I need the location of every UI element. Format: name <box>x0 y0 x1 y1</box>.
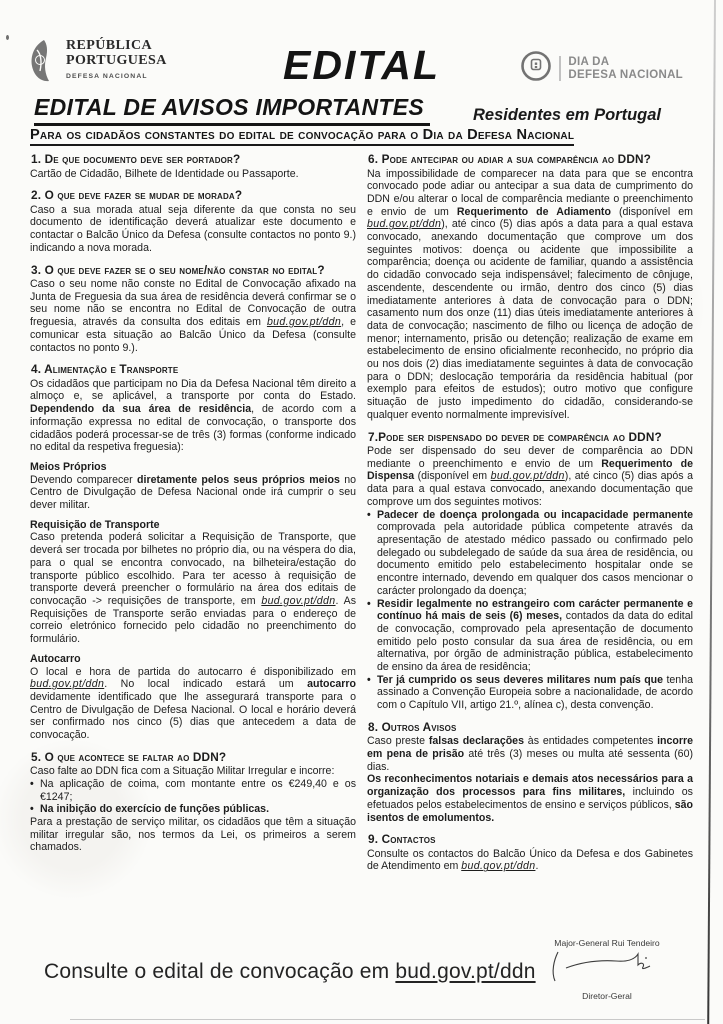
section-heading: 1. De que documento deve ser portador? <box>31 152 241 166</box>
bullet-text <box>377 598 693 674</box>
subsection-heading: Autocarro <box>30 652 81 665</box>
text-run: Consulte os contactos do Balcão Único da Defesa e dos Gabinetes de Atendimento em <box>367 847 693 873</box>
text-run: ), até cinco (5) dias após a data para a qual estava convocado, anexando documentação que comprove um dos seguintes motivos: doença ou acidente que impossibilite a comparência; doença ou acidente de familiar, quando a assistência do cidadão convocado seja indispensável; falecimento de cônjuge, ascendente, descendente ou irmão, dentro dos cinco (5) dias imediatamente anteriores à data de convocação para o DDN; casamento num dos onze (11) dias úteis imediatamente anteriores à data de convocação; nascimento de filho ou licença de adoção de menor; internamento, prisão ou detenção; realização de exame em estabelecimento de ensino oficialmente reconhecido, no próprio dia ou nos dois (2) dias imediatamente seguintes à data de convocação para o DDN; deslocação temporária da residência habitual (por exemplo para efeitos de estudos); outro motivo que configure situação de justo impedimento do cidadão, considerando-se qualquer evento normalmente imprevisível. <box>367 218 693 421</box>
text-run: Requerimento de Adiamento <box>456 205 611 218</box>
signature-block <box>517 938 697 1001</box>
text-run: incorre em pena de prisão <box>367 735 694 761</box>
text-run: Na aplicação de coima, com montante entre os €249,40 e os €1247; <box>40 777 356 803</box>
logo-subline: DEFESA NACIONAL <box>66 73 148 80</box>
bullet-item <box>367 598 693 674</box>
bullet-icon: • <box>30 777 34 790</box>
paragraph <box>30 816 356 854</box>
text-run: Dependendo da sua área de residência <box>30 403 252 416</box>
text-run: Na impossibilidade de comparecer na data para que se encontra convocado pode adiar ou antecipar a sua data de cumprimento do DDN e/ou alterar o local de comparência mediante o preenchimento e envio de um <box>367 167 693 218</box>
text-run: Os reconhecimentos notariais e demais atos necessários para a organização dos processos para fins militares, <box>367 773 693 799</box>
subsection-heading: Meios Próprios <box>30 460 107 473</box>
text-run: Caso falte ao DDN fica com a Situação Militar Irregular e incorre: <box>30 765 335 778</box>
bullet-icon: • <box>367 597 371 610</box>
section-heading: 3. O que deve fazer se o seu nome/não constar no edital? <box>31 262 325 277</box>
section-heading: 8. Outros Avisos <box>368 719 457 734</box>
paragraph <box>30 474 356 512</box>
section <box>30 751 356 854</box>
page-subtitle: Para os cidadãos constantes do edital de convocação para o Dia da Defesa Nacional <box>30 127 574 146</box>
section <box>30 264 356 355</box>
paragraph <box>30 378 356 454</box>
section-heading: 7.Pode ser dispensado do dever de comparência ao DDN? <box>368 429 662 444</box>
text-run: Caso a sua morada atual seja diferente da que consta no seu documento de identificação deverá atualizar este documento e contactar o Balcão Único da Defesa (consulte contactos no ponto 9.) indicando a nova morada. <box>30 203 356 254</box>
paragraph <box>30 204 356 255</box>
bullet-item <box>30 803 356 816</box>
text-run: diretamente pelos seus próprios meios <box>137 473 340 486</box>
text-run: até três (3) meses ou multa até sessenta (60) dias. <box>367 748 693 773</box>
bullet-icon: • <box>30 803 34 816</box>
text-run: ), até cinco (5) dias após a data para a qual estava convocado, anexando documentação que comprove um dos seguintes motivos: <box>367 470 693 508</box>
section-heading: 5. O que acontece se faltar ao DDN? <box>31 749 227 764</box>
section <box>30 189 356 254</box>
residentes-label: Residentes em Portugal <box>473 106 661 124</box>
footer-url: bud.gov.pt/ddn <box>395 960 536 983</box>
scan-speck <box>6 35 9 40</box>
url-text: bud.gov.pt/ddn <box>266 316 342 329</box>
text-run: Requerimento de Dispensa <box>367 457 694 483</box>
republica-portuguesa-logo <box>28 38 167 89</box>
section <box>30 363 356 741</box>
scan-edge <box>70 1019 705 1020</box>
section <box>367 833 693 873</box>
signature-icon <box>542 973 672 990</box>
paragraph <box>30 531 356 645</box>
ddn-emblem-icon <box>520 50 552 87</box>
footer-notice <box>44 960 536 984</box>
document-body <box>30 153 694 882</box>
bullet-text <box>377 509 693 598</box>
footer-text: Consulte o edital de convocação em <box>44 960 396 983</box>
text-run: , e comunicar esta situação ao Balcão Único da Defesa (consulte contactos no ponto 9.). <box>30 316 356 354</box>
paragraph <box>367 445 693 509</box>
text-run: às entidades competentes <box>523 735 658 748</box>
text-run: Caso pretenda poderá solicitar a Requisição de Transporte, que deverá ser trocada por bilhetes no próprio dia, ou na véspera do dia, para o qual se encontra convocado, na bilheteira/estação do transporte público escolhido. Para ter acesso à requisição de transporte deverá preencher o formulário na área dos editais de convocação -> requisições de transporte, em <box>30 531 356 607</box>
bullet-text <box>40 778 356 803</box>
text-run: devidamente identificado que lhe assegurará transporte para o Centro de Divulgação de Defesa Nacional. O local e horário deverá ser confirmado nos cinco (5) dias que antecedem a data de convocação. <box>30 690 356 742</box>
paragraph <box>30 168 356 181</box>
dia-defesa-nacional-logo <box>520 50 683 87</box>
logo-line: PORTUGUESA <box>66 53 167 68</box>
text-run: O local e hora de partida do autocarro é disponibilizado em <box>30 665 356 678</box>
logo-line: DIA DA <box>568 56 610 68</box>
text-run: Na inibição do exercício de funções públicas. <box>40 803 270 816</box>
right-column <box>367 153 693 882</box>
text-run: . No local indicado estará um <box>104 678 308 691</box>
text-run: Ter já cumprido os seus deveres militares num país que <box>377 673 664 686</box>
page-title: EDITAL DE AVISOS IMPORTANTES <box>34 94 430 126</box>
bullet-icon: • <box>367 508 371 521</box>
text-run: são isentos de emolumentos. <box>367 798 693 824</box>
section <box>367 721 693 824</box>
bullet-text <box>377 674 693 712</box>
section <box>367 153 693 422</box>
url-text: bud.gov.pt/ddn <box>490 470 565 483</box>
text-run: Caso preste <box>367 735 429 748</box>
signer-role: Diretor-Geral <box>582 991 632 1001</box>
text-run: . <box>535 860 539 873</box>
bullet-item <box>367 674 693 712</box>
text-run: . As Requisições de Transporte serão enviadas para o endereço de correio eletrónico fornecido pelo cidadão no preenchimento do formulário. <box>30 594 356 646</box>
paragraph <box>367 773 693 824</box>
text-run: Para a prestação de serviço militar, os cidadãos que têm a situação militar irregular são, nos termos da Lei, os primeiros a serem chamados. <box>30 816 356 854</box>
section-heading: 4. Alimentação e Transporte <box>31 362 179 377</box>
section-heading: 2. O que deve fazer se mudar de morada? <box>31 188 243 203</box>
section <box>30 153 356 180</box>
text-run: Os cidadãos que participam no Dia da Defesa Nacional têm direito a almoço e, se aplicável, a transporte por conta do Estado. <box>30 377 356 403</box>
paragraph <box>30 278 356 354</box>
logo-line: REPÚBLICA <box>66 38 153 53</box>
text-run: autocarro <box>307 678 356 691</box>
url-text: bud.gov.pt/ddn <box>261 594 336 607</box>
text-run: Cartão de Cidadão, Bilhete de Identidade ou Passaporte. <box>30 167 299 180</box>
bullet-text <box>40 803 356 816</box>
republica-logo-text <box>66 38 167 80</box>
url-text: bud.gov.pt/ddn <box>461 860 536 873</box>
text-run: , de acordo com a informação expressa no edital de convocação, o transporte dos cidadãos poderá processar-se de três (3) formas (conforme indicado no edital da respetiva freguesia): <box>30 403 356 454</box>
text-run: falsas declarações <box>428 735 524 748</box>
text-run: Caso o seu nome não conste no Edital de Convocação afixado na Junta de Freguesia da sua área de residência deverá confirmar se o seu nome não se encontra no Edital de Convocação de outra freguesia, através da consulta dos editais em <box>30 278 356 329</box>
text-run: contados da data do edital de convocação, comprovado pela apresentação de documento emitido pelo posto consular da sua área de residência, ou em alternativa, por órgão de administração pública, estabelecimento de ensino da área de residência; <box>377 610 693 674</box>
section-heading: 9. Contactos <box>368 832 436 847</box>
text-run: comprovada pela autoridade pública competente através da apresentação de atestado médico passado ou confirmado pelo delegado ou subdelegado de saúde da sua área de residência, ou documento emitido pelo estabelecimento hospitalar onde se encontre internado, devendo em qualquer dos casos mencionar o carácter prolongado da doença; <box>377 521 693 597</box>
bullet-item <box>367 509 693 598</box>
text-run: Devendo comparecer <box>30 473 138 486</box>
text-run: Padecer de doença prolongada ou incapacidade permanente <box>377 508 693 521</box>
text-run: no Centro de Divulgação de Defesa Nacional onde irá cumprir o seu dever militar. <box>30 473 356 512</box>
text-run: Residir legalmente no estrangeiro com carácter permanente e contínuo há mais de seis (6) meses, <box>377 597 693 623</box>
ddn-logo-text <box>559 56 683 81</box>
text-run: (disponível em <box>414 470 491 483</box>
edital-title: EDITAL <box>282 42 441 88</box>
text-run: incluindo os efetuados pelos estabelecimentos de ensino e serviços públicos, <box>367 786 693 811</box>
bullet-item <box>30 778 356 803</box>
paragraph <box>30 666 356 742</box>
logo-line: DEFESA NACIONAL <box>568 68 683 81</box>
left-column <box>30 153 356 882</box>
url-text: bud.gov.pt/ddn <box>367 218 442 231</box>
signer-name: Major-General Rui Tendeiro <box>554 938 660 948</box>
paragraph <box>30 765 356 778</box>
text-run: Pode ser dispensado do seu dever de comparência ao DDN mediante o preenchimento e envio de um <box>367 445 693 470</box>
paragraph <box>367 848 693 873</box>
section-heading: 6. Pode antecipar ou adiar a sua comparência ao DDN? <box>368 152 652 166</box>
bullet-icon: • <box>367 673 371 686</box>
document-header <box>28 36 695 100</box>
subsection-heading: Requisição de Transporte <box>30 518 160 531</box>
text-run: (disponível em <box>610 205 693 218</box>
scan-edge <box>707 0 716 1024</box>
paragraph <box>367 735 693 773</box>
text-run: tenha assinado a Convenção Europeia sobre a nacionalidade, de acordo com o Capítulo VII, artigo 21.º, alínea c), desta convenção. <box>377 673 693 712</box>
republica-emblem-icon <box>28 38 58 89</box>
section <box>367 431 693 712</box>
url-text: bud.gov.pt/ddn <box>30 678 105 691</box>
paragraph <box>367 168 693 422</box>
